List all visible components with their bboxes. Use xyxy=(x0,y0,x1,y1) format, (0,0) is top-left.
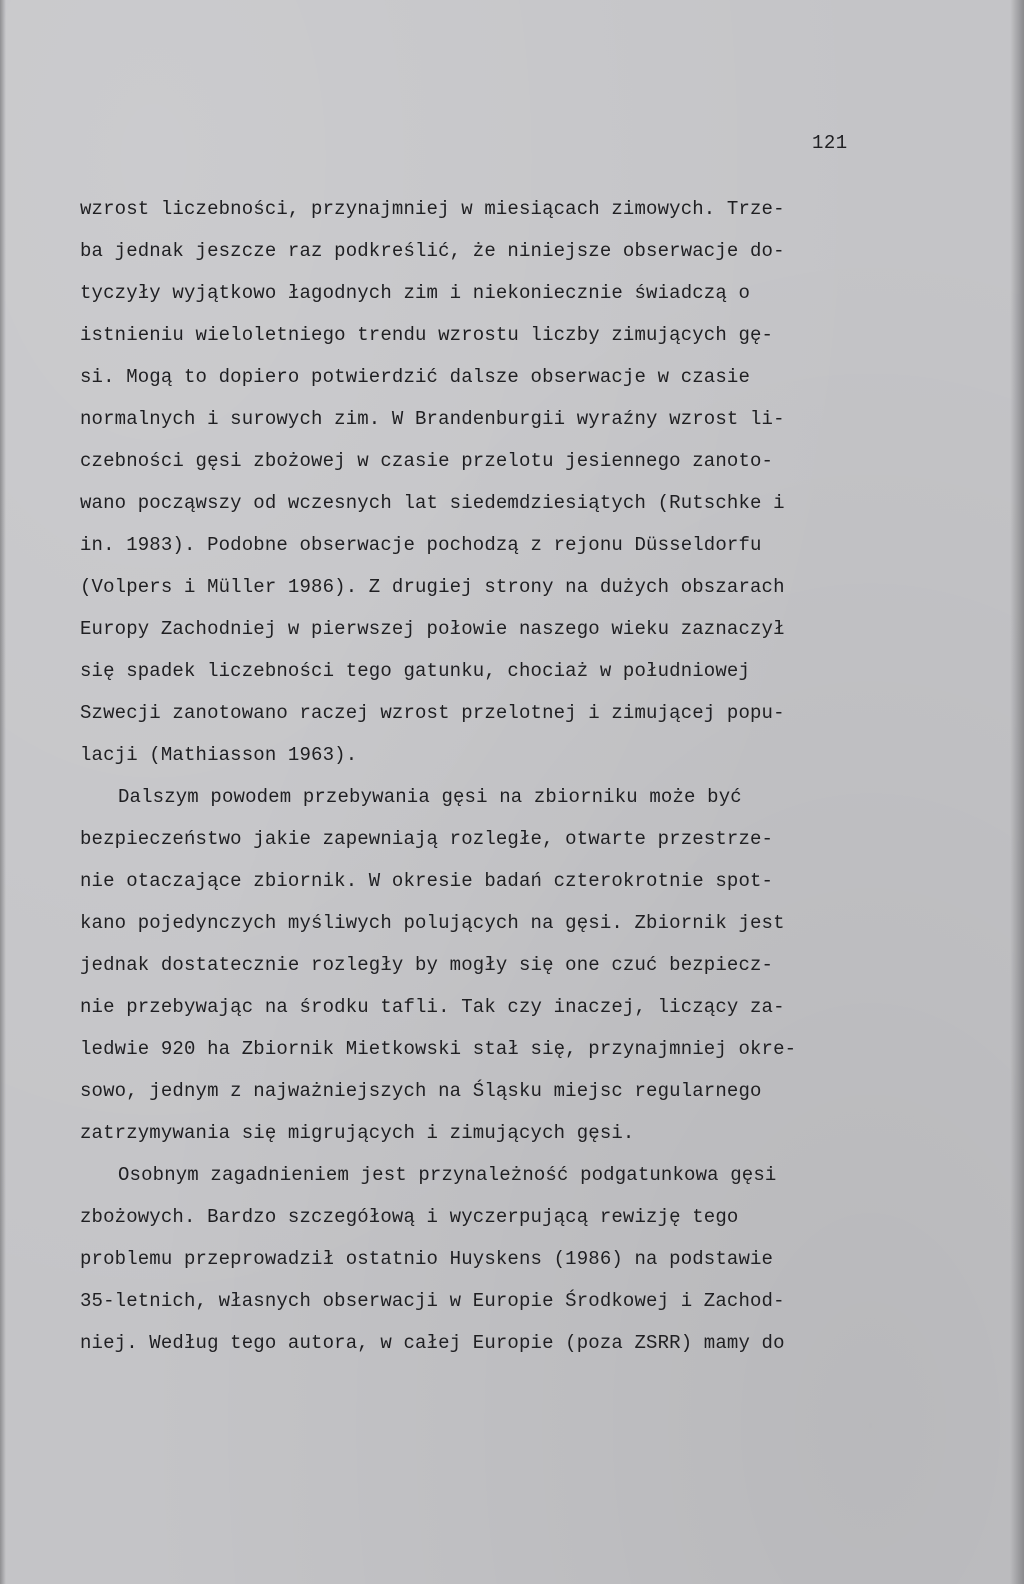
text-line: czebności gęsi zbożowej w czasie przelotu jesiennego zanoto- xyxy=(80,450,774,472)
text-line: problemu przeprowadził ostatnio Huyskens (1986) na podstawie xyxy=(80,1248,774,1270)
page-edge-shadow-right xyxy=(1010,0,1024,1584)
text-line: Europy Zachodniej w pierwszej połowie naszego wieku zaznaczył xyxy=(80,618,785,640)
text-line: się spadek liczebności tego gatunku, chociaż w południowej xyxy=(80,660,751,682)
text-line: nie przebywając na środku tafli. Tak czy inaczej, liczący za- xyxy=(80,996,785,1018)
text-line: kano pojedynczych myśliwych polujących na gęsi. Zbiornik jest xyxy=(80,912,785,934)
text-line: in. 1983). Podobne obserwacje pochodzą z rejonu Düsseldorfu xyxy=(80,534,762,556)
text-line: ba jednak jeszcze raz podkreślić, że niniejsze obserwacje do- xyxy=(80,240,785,262)
text-line: jednak dostatecznie rozległy by mogły się one czuć bezpiecz- xyxy=(80,954,774,976)
text-line: 35-letnich, własnych obserwacji w Europie Środkowej i Zachod- xyxy=(80,1290,785,1312)
body-text xyxy=(80,188,880,1364)
text-line: ledwie 920 ha Zbiornik Mietkowski stał się, przynajmniej okre- xyxy=(80,1038,797,1060)
text-line: Dalszym powodem przebywania gęsi na zbiorniku może być xyxy=(118,786,742,808)
text-line: tyczyły wyjątkowo łagodnych zim i niekoniecznie świadczą o xyxy=(80,282,751,304)
text-line: wzrost liczebności, przynajmniej w miesiącach zimowych. Trze- xyxy=(80,198,785,220)
text-line: (Volpers i Müller 1986). Z drugiej strony na dużych obszarach xyxy=(80,576,785,598)
text-line: si. Mogą to dopiero potwierdzić dalsze obserwacje w czasie xyxy=(80,366,751,388)
text-line: nie otaczające zbiornik. W okresie badań czterokrotnie spot- xyxy=(80,870,774,892)
text-line: normalnych i surowych zim. W Brandenburgii wyraźny wzrost li- xyxy=(80,408,785,430)
text-line: bezpieczeństwo jakie zapewniają rozległe, otwarte przestrze- xyxy=(80,828,774,850)
text-line: niej. Według tego autora, w całej Europie (poza ZSRR) mamy do xyxy=(80,1332,785,1354)
text-line: Szwecji zanotowano raczej wzrost przelotnej i zimującej popu- xyxy=(80,702,785,724)
text-line: istnieniu wieloletniego trendu wzrostu liczby zimujących gę- xyxy=(80,324,774,346)
text-line: lacji (Mathiasson 1963). xyxy=(80,744,358,766)
text-line: zatrzymywania się migrujących i zimujących gęsi. xyxy=(80,1122,635,1144)
page-number: 121 xyxy=(812,132,848,154)
text-line: wano począwszy od wczesnych lat siedemdziesiątych (Rutschke i xyxy=(80,492,785,514)
page-edge-shadow-left xyxy=(0,0,6,1584)
text-line: Osobnym zagadnieniem jest przynależność podgatunkowa gęsi xyxy=(118,1164,777,1186)
text-line: sowo, jednym z najważniejszych na Śląsku miejsc regularnego xyxy=(80,1080,762,1102)
text-line: zbożowych. Bardzo szczegółową i wyczerpującą rewizję tego xyxy=(80,1206,739,1228)
